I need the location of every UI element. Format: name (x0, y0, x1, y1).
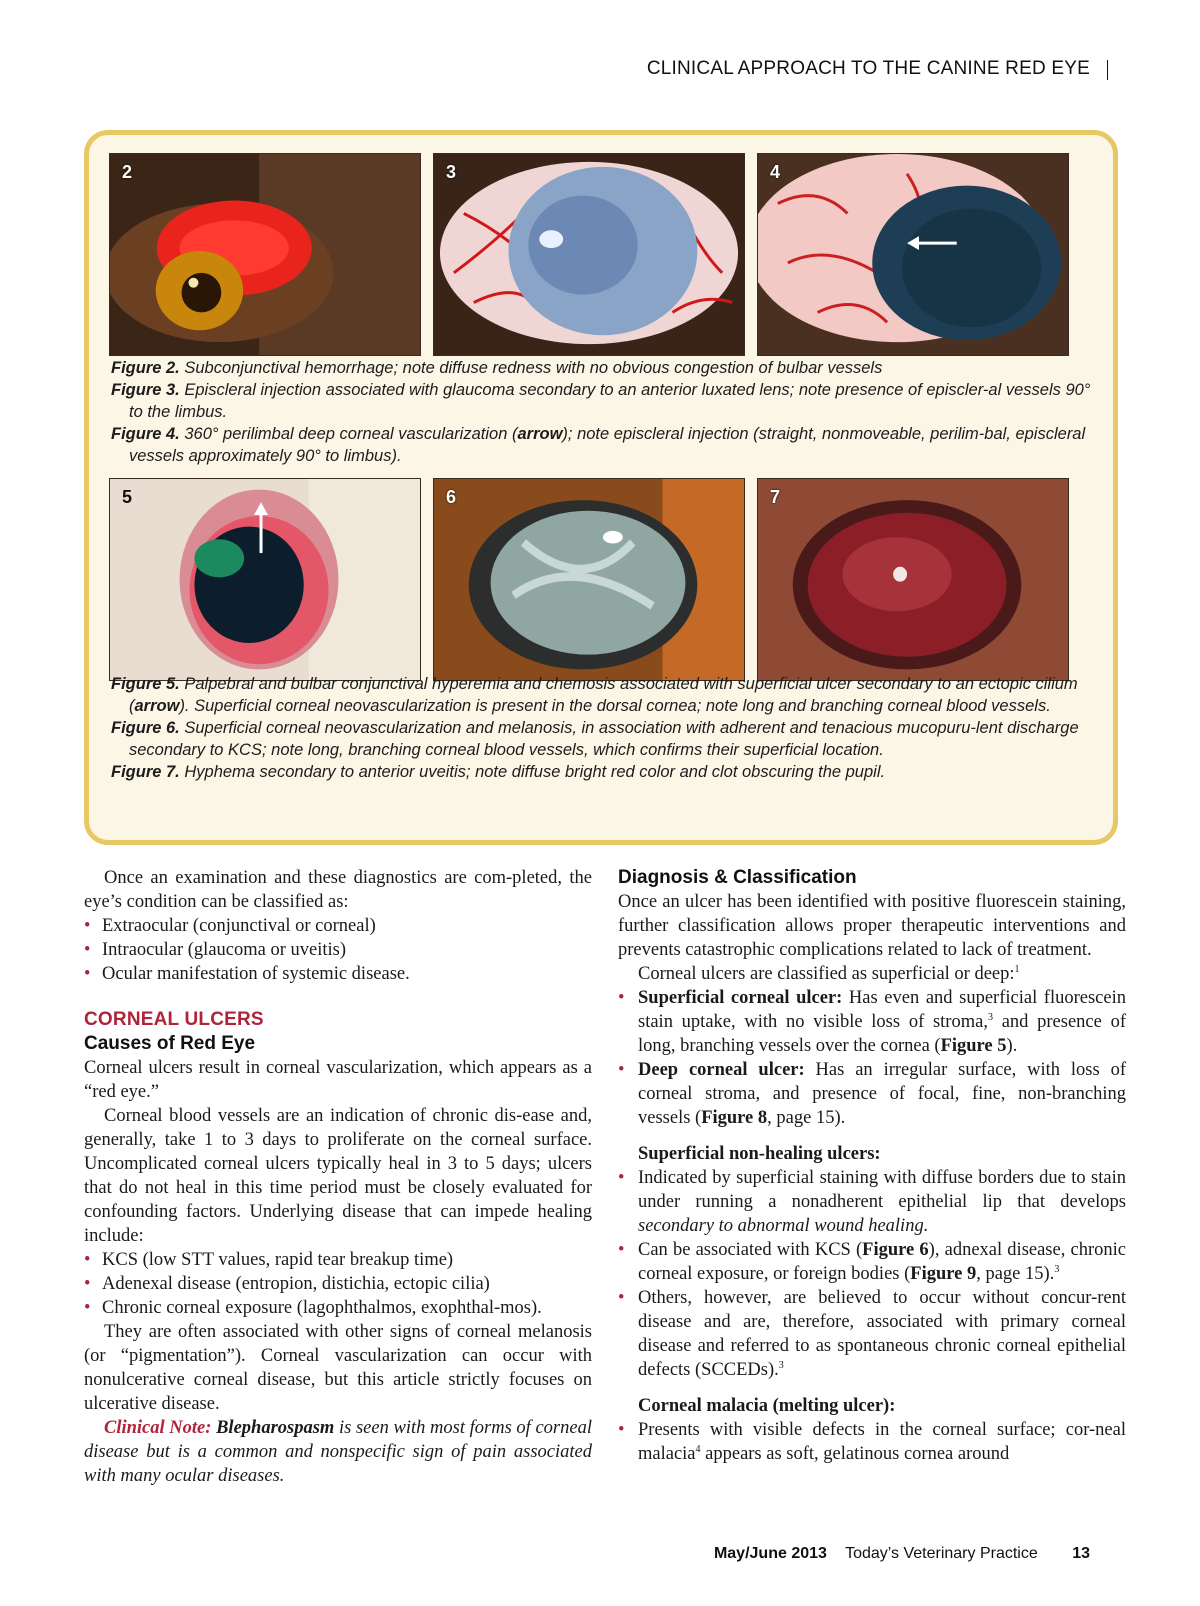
subsection-title: Causes of Red Eye (84, 1033, 256, 1054)
issue-date: May/June 2013 (713, 1545, 827, 1562)
photo-number: 4 (770, 162, 781, 182)
figure-5-photo (109, 478, 421, 681)
left-column (84, 866, 592, 1488)
caption-figure-6: Figure 6. Superficial corneal neovascularization and melanosis, in association with adherent and tenacious mucopuru-lent discharge secondary to KCS; note long, branching corneal blood vessels, which confirms their superficial location. (111, 719, 1079, 759)
ulcer-type-list (618, 986, 1126, 1130)
caption-figure-2: Figure 2. Subconjunctival hemorrhage; note diffuse redness with no obvious congestion of bulbar vessels (111, 359, 883, 377)
caption-figure-4: Figure 4. 360° perilimbal deep corneal vascularization (arrow); note episcleral injection (straight, nonmoveable, perilim-bal, episcleral vessels approximately 90° to limbus). (111, 425, 1086, 465)
running-title: CLINICAL APPROACH TO THE CANINE RED EYE (646, 58, 1090, 79)
caption-figure-3: Figure 3. Episcleral injection associated with glaucoma secondary to an anterior luxated lens; note presence of episcler-al vessels 90° to the limbus. (111, 381, 1091, 421)
running-header (647, 58, 1090, 80)
paragraph: Corneal ulcers result in corneal vascularization, which appears as a “red eye.” (84, 1058, 592, 1102)
journal-name: Today’s Veterinary Practice (845, 1545, 1038, 1562)
captions-bottom (111, 673, 1101, 783)
header-divider (1107, 60, 1109, 80)
classification-list (84, 914, 592, 986)
list-item: • Can be associated with KCS (Figure 6), adnexal disease, chronic corneal exposure, or foreign bodies (Figure 9, page 15).$^3$ (618, 1238, 1126, 1286)
intro-paragraph: Once an examination and these diagnostics are com-pleted, the eye’s condition can be classified as: (84, 868, 592, 912)
list-item: • KCS (low STT values, rapid tear breakup time) (84, 1248, 592, 1272)
figure-6-photo (433, 478, 745, 681)
subsection-title: Diagnosis & Classification (618, 867, 857, 888)
causes-list (84, 1248, 592, 1320)
captions-top (111, 357, 1101, 467)
paragraph: They are often associated with other signs of corneal melanosis (or “pigmentation”). Corneal vascularization can occur with nonulcerative corneal disease, but this article strictly focuses on ulcerative disease. (84, 1322, 592, 1414)
figure-2-photo (109, 153, 421, 356)
list-item: • Chronic corneal exposure (lagophthalmos, exophthal-mos). (84, 1296, 592, 1320)
photo-number: 5 (122, 487, 133, 507)
malacia-title: Corneal malacia (melting ulcer): (638, 1396, 896, 1416)
paragraph: Once an ulcer has been identified with positive fluorescein staining, further classification allows proper therapeutic interventions and prevents catastrophic complications related to lack of treatment. (618, 892, 1126, 960)
list-item: • Adenexal disease (entropion, distichia, ectopic cilia) (84, 1272, 592, 1296)
list-item: • Others, however, are believed to occur without concur-rent disease and are, therefore, associated with primary corneal disease and referred to as spontaneous chronic corneal epithelial defects (SCCEDs).$^3$ (618, 1286, 1126, 1382)
list-item: • Deep corneal ulcer: Has an irregular surface, with loss of corneal stroma, and presence of focal, fine, non-branching vessels (Figure 8, page 15). (618, 1058, 1126, 1130)
figure-7-photo (757, 478, 1069, 681)
page-number: 13 (1072, 1545, 1090, 1562)
paragraph: Corneal blood vessels are an indication of chronic dis-ease and, generally, take 1 to 3 days to proliferate on the corneal surface. Uncomplicated corneal ulcers typically heal in 3 to 5 days; ulcers that do not heal in this time period must be closely evaluated for confounding factors. Underlying disease that can impede healing include: (84, 1106, 592, 1246)
page-footer (714, 1545, 1090, 1563)
photo-number: 7 (770, 487, 781, 507)
list-item: • Presents with visible defects in the corneal surface; cor-neal malacia$^4$ appears as soft, gelatinous cornea around (618, 1418, 1126, 1466)
list-item: • Ocular manifestation of systemic disease. (84, 962, 592, 986)
list-item: • Intraocular (glaucoma or uveitis) (84, 938, 592, 962)
nonhealing-title: Superficial non-healing ulcers: (638, 1144, 881, 1164)
clinical-note: Clinical Note: Blepharospasm is seen with most forms of corneal disease but is a common and nonspecific sign of pain associated with many ocular diseases. (84, 1418, 592, 1486)
paragraph: Corneal ulcers are classified as superficial or deep:$^1$ (638, 963, 1020, 984)
right-column (618, 866, 1126, 1466)
caption-figure-7: Figure 7. Hyphema secondary to anterior uveitis; note diffuse bright red color and clot obscuring the pupil. (111, 763, 886, 781)
list-item: • Superficial corneal ulcer: Has even and superficial fluorescein stain uptake, with no visible loss of stroma,$^3$ and presence of long, branching vessels over the cornea (Figure 5). (618, 986, 1126, 1058)
list-item: • Extraocular (conjunctival or corneal) (84, 914, 592, 938)
photo-number: 6 (446, 487, 457, 507)
list-item: • Indicated by superficial staining with diffuse borders due to stain under running a nonadherent epithelial lip that develops secondary to abnormal wound healing. (618, 1166, 1126, 1238)
figure-4-photo (757, 153, 1069, 356)
photo-number: 3 (446, 162, 457, 182)
figure-3-photo (433, 153, 745, 356)
photo-number: 2 (122, 162, 133, 182)
caption-figure-5: Figure 5. Palpebral and bulbar conjunctival hyperemia and chemosis associated with superficial ulcer secondary to an ectopic cilium (arrow). Superficial corneal neovascularization is present in the dorsal cornea; note long and branching corneal blood vessels. (111, 675, 1078, 715)
nonhealing-list (618, 1166, 1126, 1382)
section-title: CORNEAL ULCERS (84, 1009, 264, 1030)
malacia-list (618, 1418, 1126, 1466)
